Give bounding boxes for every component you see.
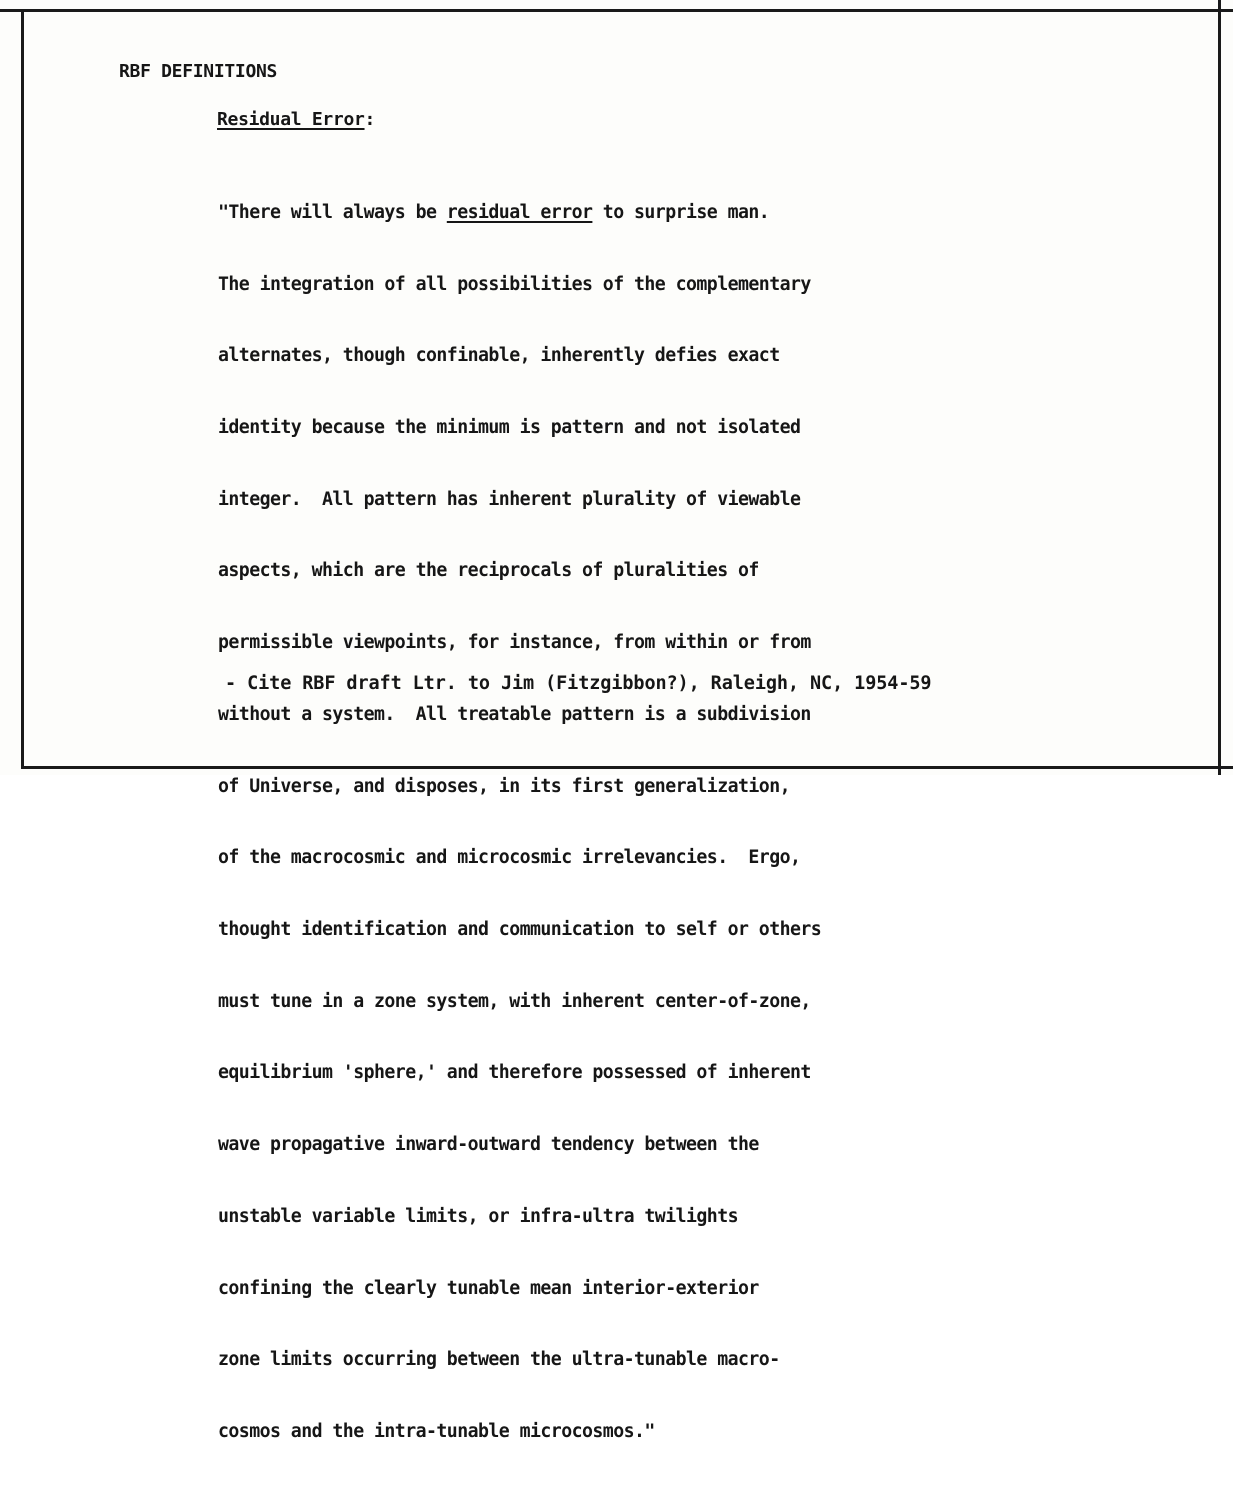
quote-line: permissible viewpoints, for instance, from within or from [218,632,811,654]
document-heading: RBF DEFINITIONS [119,61,278,82]
quote-line: of Universe, and disposes, in its first generalization, [218,775,790,797]
quote-line: must tune in a zone system, with inherent center-of-zone, [218,990,811,1012]
quote-line: The integration of all possibilities of the complementary [218,273,811,295]
citation-line: - Cite RBF draft Ltr. to Jim (Fitzgibbon?), Raleigh, NC, 1954-59 [225,673,932,694]
quote-line: alternates, though confinable, inherently defies exact [218,345,780,367]
quote-line [218,201,821,225]
definition-quote [218,153,821,1492]
quote-first-before: "There will always be [218,201,447,223]
quote-line: unstable variable limits, or infra-ultra twilights [218,1205,738,1227]
top-border-rule [0,9,1233,12]
left-border-rule [21,9,24,769]
quote-line: identity because the minimum is pattern and not isolated [218,416,801,438]
quote-line: integer. All pattern has inherent plurality of viewable [218,488,801,510]
quote-line: wave propagative inward-outward tendency between the [218,1134,759,1156]
quote-line: equilibrium 'sphere,' and therefore possessed of inherent [218,1062,811,1084]
quote-line: confining the clearly tunable mean interior-exterior [218,1277,759,1299]
quote-line: cosmos and the intra-tunable microcosmos." [218,1421,655,1443]
quote-line: zone limits occurring between the ultra-tunable macro- [218,1349,780,1371]
term-suffix: : [364,109,376,130]
quote-first-after: to surprise man. [592,201,770,223]
quote-line: without a system. All treatable pattern is a subdivision [218,703,811,725]
quote-line: aspects, which are the reciprocals of pluralities of [218,560,759,582]
term-heading [217,109,375,130]
quote-line: thought identification and communication to self or others [218,919,822,940]
term-label: Residual Error [217,109,365,130]
quote-line: of the macrocosmic and microcosmic irrelevancies. Ergo, [218,847,801,869]
quote-emphasis: residual error [446,201,593,223]
right-border-rule [1218,0,1221,775]
